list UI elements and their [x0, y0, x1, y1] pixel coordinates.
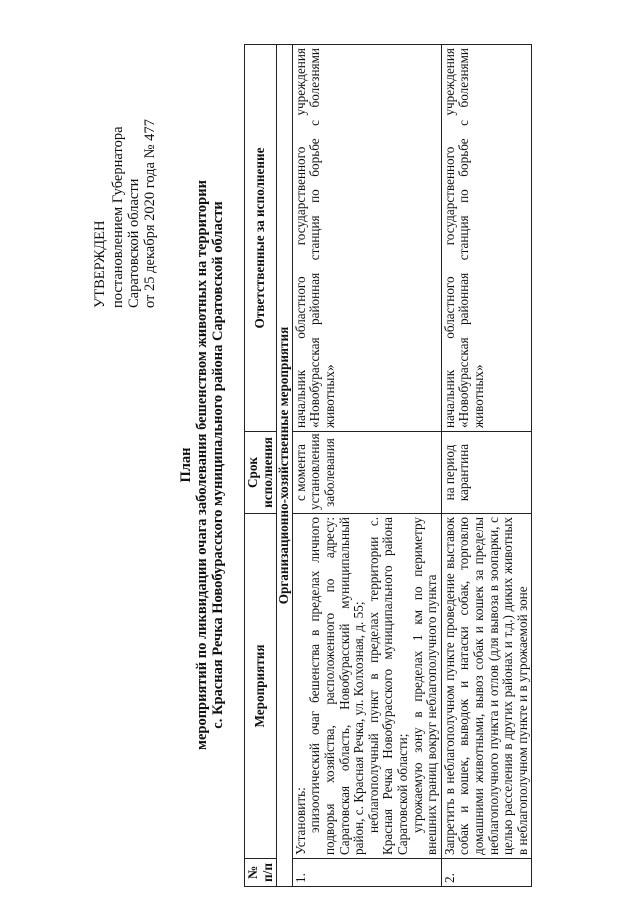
title-line-place: с. Красная Речка Новобурасского муниципального района Саратовской области [210, 201, 226, 729]
header-responsible: Ответственные за исполнение [245, 45, 277, 432]
approval-line: постановлением Губернатора [110, 126, 126, 308]
table-header-row [245, 45, 277, 887]
section-row [277, 45, 293, 887]
table-row [441, 45, 532, 887]
table-row [292, 45, 441, 887]
row-number: 1. [292, 859, 441, 887]
activity-intro: Установить: [292, 787, 308, 855]
approval-line: от 25 декабря 2020 года № 477 [142, 119, 158, 308]
row-responsible: начальник областного государственного учреждения «Новобурасская районная станция по борьбе с болезнями животных» [292, 45, 441, 432]
plan-table [244, 44, 532, 887]
activity-paragraph: Запретить в неблагополучном пункте проведение выставок собак и кошек, выводок и натаски собак, торговлю домашними животными, вывоз собак и кошек за пределы неблагополучного пункта и отлов (для вывоза в зоопарки, с целью расселения в других районах и т.д.) диких животных в неблагополучном пункте и в угрожаемой зоне [441, 517, 530, 855]
header-activity: Мероприятия [245, 514, 277, 859]
activity-paragraph: угрожаемую зону в пределах 1 км по периметру внешних границ вокруг неблагополучного пункта [409, 517, 440, 855]
row-activity [441, 514, 532, 859]
row-number: 2. [441, 859, 532, 887]
row-term: на период карантина [441, 432, 532, 514]
row-term: с момента установления заболевания [292, 432, 441, 514]
header-term: Срок исполнения [245, 432, 277, 514]
approval-stamp [92, 38, 158, 308]
approval-heading: УТВЕРЖДЕН [92, 220, 108, 308]
row-activity [292, 514, 441, 859]
title-line-subject: мероприятий по ликвидации очага заболевания бешенством животных на территории [194, 180, 210, 750]
activity-paragraph: эпизоотический очаг бешенства в пределах личного подворья хозяйства, расположенного по адресу: Саратовская область, Новобурасский муниципальный район, с. Красная Речка, ул. Колхозная, д. 55; [307, 517, 367, 855]
activity-paragraph: неблагополучный пункт в пределах территории с. Красная Речка Новобурасского муниципального района Саратовской области; [365, 517, 410, 855]
title-line-plan: План [178, 447, 194, 483]
document-title [178, 45, 226, 885]
row-responsible: начальник областного государственного учреждения «Новобурасская районная станция по борьбе с болезнями животных» [441, 45, 532, 432]
section-title: Организационно-хозяйственные мероприятия [277, 45, 293, 887]
approval-line: Саратовской области [126, 178, 142, 308]
header-num: № п/п [245, 859, 277, 887]
